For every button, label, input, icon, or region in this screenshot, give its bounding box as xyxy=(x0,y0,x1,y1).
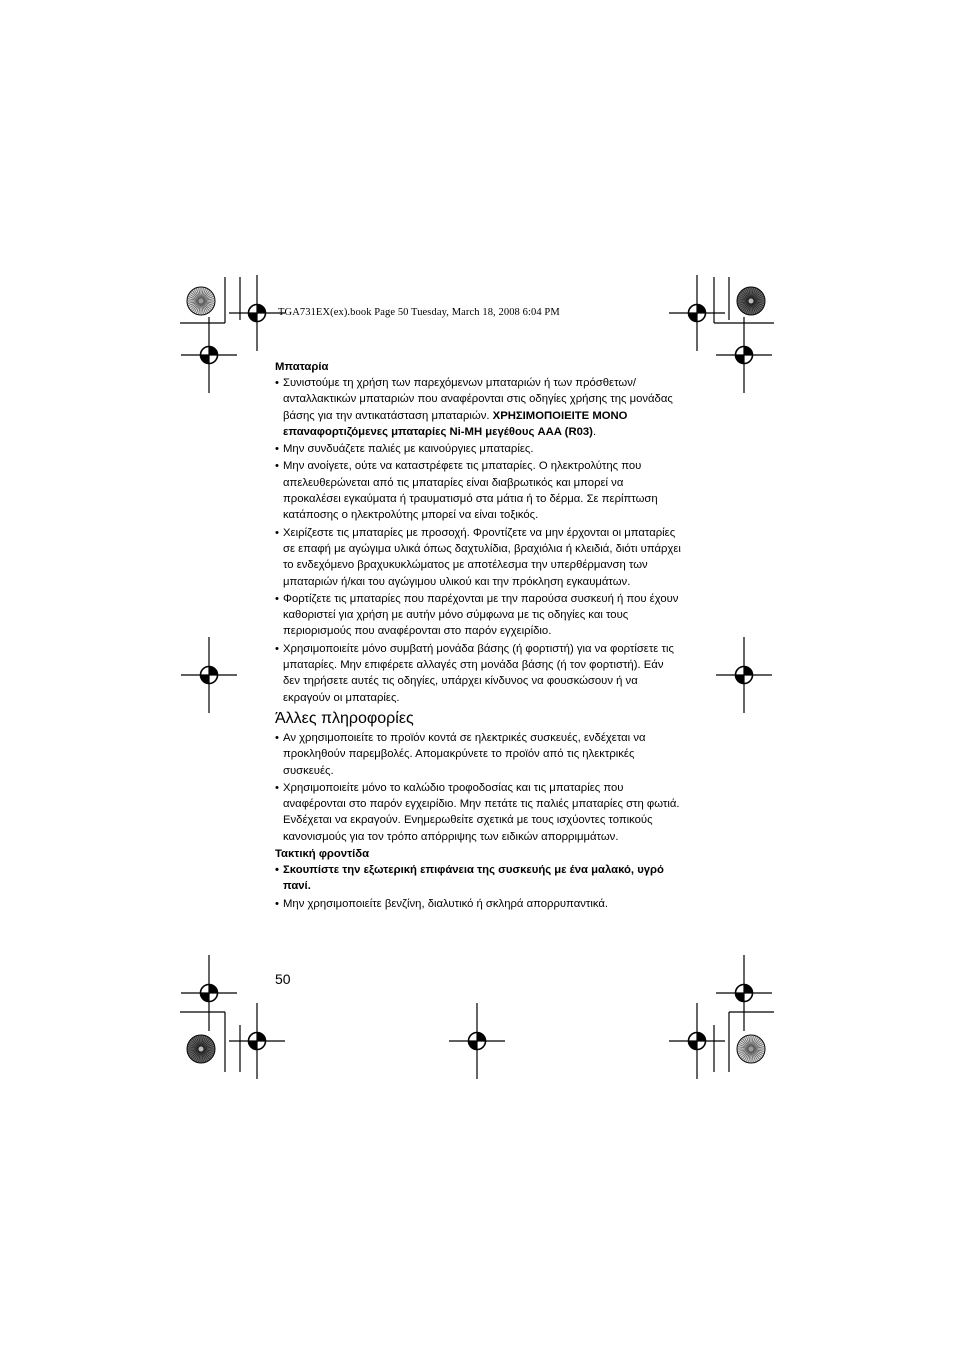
registration-mark xyxy=(716,317,772,393)
registration-mark xyxy=(229,1003,285,1079)
page-number: 50 xyxy=(275,971,291,987)
care-list xyxy=(275,862,683,912)
other-info-item: • Αν χρησιμοποιείτε το προϊόν κοντά σε ηλεκτρικές συσκευές, ενδέχεται να προκληθούν παρεμβολές. Απομακρύνετε το προϊόν από τις ηλεκτρικές συσκευές. xyxy=(275,730,683,779)
color-starburst-mark xyxy=(187,1035,215,1063)
registration-mark xyxy=(716,637,772,713)
battery-item: • Χρησιμοποιείτε μόνο συμβατή μονάδα βάσης (ή φορτιστή) για να φορτίσετε τις μπαταρίες. Μην επιφέρετε αλλαγές στη μονάδα βάσης (ή τον φορτιστή). Εάν δεν τηρήσετε αυτές τις οδηγίες, υπάρχει κίνδυνος να φουσκώσουν ή να εκραγούν οι μπαταρίες. xyxy=(275,641,683,706)
registration-mark xyxy=(669,275,725,351)
registration-mark xyxy=(449,1003,505,1079)
battery-item: • Συνιστούμε τη χρήση των παρεχόμενων μπαταριών ή των πρόσθετων/ ανταλλακτικών μπαταριών που αναφέρονται στις οδηγίες χρήσης της μονάδας βάσης για την αντικατάσταση μπαταριών. ΧΡΗΣΙΜΟΠΟΙΕΙΤΕ ΜΟΝΟ επαναφορτιζόμενες μπαταρίες Ni-MH μεγέθους AAA (R03). xyxy=(275,375,683,440)
registration-mark xyxy=(716,955,772,1031)
registration-mark xyxy=(181,317,237,393)
registration-mark xyxy=(669,1003,725,1079)
care-item: • Σκουπίστε την εξωτερική επιφάνεια της συσκευής με ένα μαλακό, υγρό πανί. xyxy=(275,862,683,895)
page-content xyxy=(275,359,683,913)
other-info-list xyxy=(275,730,683,845)
registration-mark xyxy=(181,637,237,713)
battery-item: • Χειρίζεστε τις μπαταρίες με προσοχή. Φροντίζετε να μην έρχονται οι μπαταρίες σε επαφή με αγώγιμα υλικά όπως δαχτυλίδια, βραχιόλια ή κλειδιά, διότι υπάρχει το ενδεχόμενο βραχυκυκλώματος με αποτέλεσμα την υπερθέρμανση των μπαταριών ή/και του αγώγιμου υλικού και την πρόκληση εγκαυμάτων. xyxy=(275,525,683,590)
running-head: TGA731EX(ex).book Page 50 Tuesday, March 18, 2008 6:04 PM xyxy=(278,307,560,318)
battery-heading: Μπαταρία xyxy=(275,361,329,373)
care-heading: Τακτική φροντίδα xyxy=(275,848,370,861)
registration-mark xyxy=(181,955,237,1031)
other-info-item: • Χρησιμοποιείτε μόνο το καλώδιο τροφοδοσίας και τις μπαταρίες που αναφέρονται στο παρόν εγχειρίδιο. Μην πετάτε τις παλιές μπαταρίες στη φωτιά. Ενδέχεται να εκραγούν. Ενημερωθείτε σχετικά με τους ισχύοντες τοπικούς κανονισμούς για τον τρόπο απόρριψης των ειδικών απορριμμάτων. xyxy=(275,780,683,845)
color-starburst-mark xyxy=(737,1035,765,1063)
other-info-heading: Άλλες πληροφορίες xyxy=(275,709,414,727)
color-starburst-mark xyxy=(737,287,765,315)
battery-item: • Μην ανοίγετε, ούτε να καταστρέφετε τις μπαταρίες. Ο ηλεκτρολύτης που απελευθερώνεται από τις μπαταρίες είναι διαβρωτικός και μπορεί να προκαλέσει εγκαύματα ή τραυματισμό στα μάτια ή το δέρμα. Σε περίπτωση κατάποσης ο ηλεκτρολύτης μπορεί να είναι τοξικός. xyxy=(275,458,683,523)
color-starburst-mark xyxy=(187,287,215,315)
battery-list xyxy=(275,375,683,706)
battery-item: • Φορτίζετε τις μπαταρίες που παρέχονται με την παρούσα συσκευή ή που έχουν καθοριστεί για χρήση με αυτήν μόνο σύμφωνα με τις οδηγίες και τους περιορισμούς που αναφέρονται στο παρόν εγχειρίδιο. xyxy=(275,591,683,640)
care-item: • Μην χρησιμοποιείτε βενζίνη, διαλυτικό ή σκληρά απορρυπαντικά. xyxy=(275,896,683,912)
registration-mark xyxy=(229,275,285,351)
battery-item: • Μην συνδυάζετε παλιές με καινούργιες μπαταρίες. xyxy=(275,441,683,457)
